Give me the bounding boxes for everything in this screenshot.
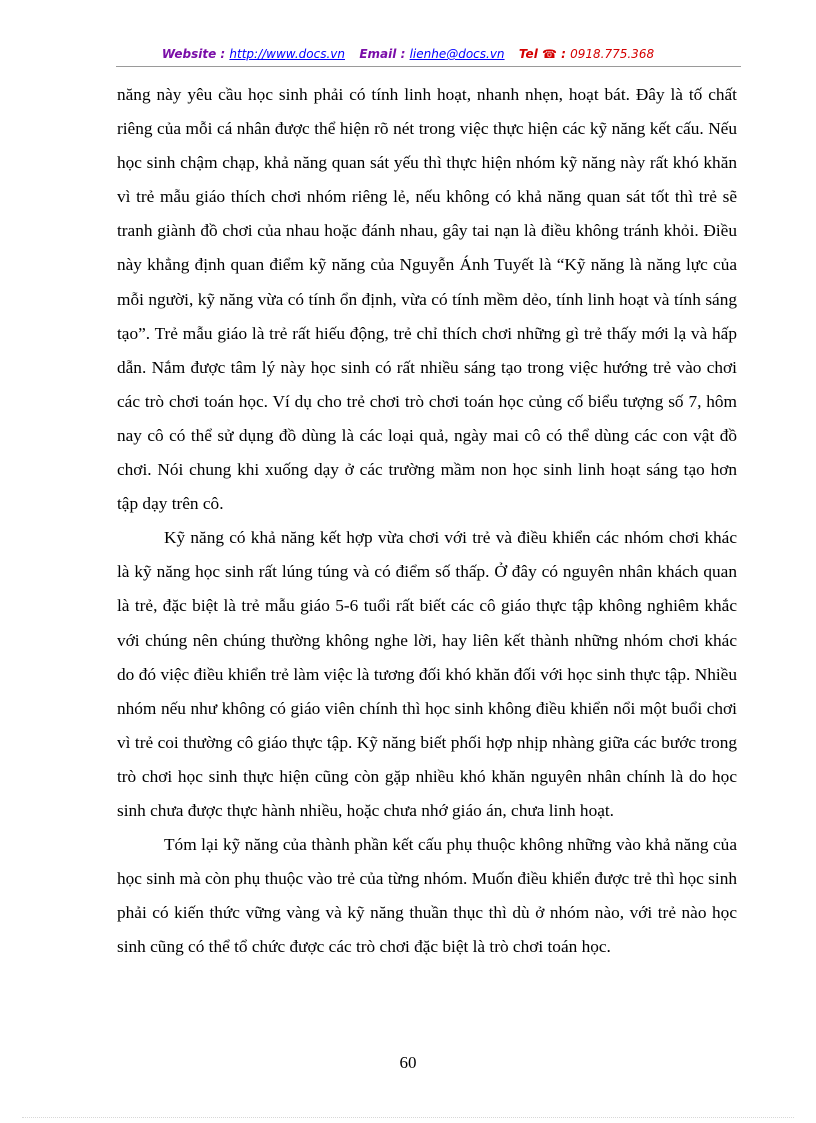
paragraph-1: năng này yêu cầu học sinh phải có tính linh hoạt, nhanh nhẹn, hoạt bát. Đây là tố chất riêng của mỗi cá nhân được thể hiện rõ nét trong việc thực hiện các kỹ năng kết cấu. Nếu học sinh chậm chạp, khả năng quan sát yếu thì thực hiện nhóm kỹ năng này rất khó khăn vì trẻ mẫu giáo thích chơi nhóm riêng lẻ, nếu không có khả năng quan sát tốt thì trẻ sẽ tranh giành đồ chơi của nhau hoặc đánh nhau, gây tai nạn là điều không tránh khỏi. Điều này khẳng định quan điểm kỹ năng của Nguyễn Ánh Tuyết là “Kỹ năng là năng lực của mỗi người, kỹ năng vừa có tính ổn định, vừa có tính mềm dẻo, tính linh hoạt và tính sáng tạo”. Trẻ mẫu giáo là trẻ rất hiếu động, trẻ chỉ thích chơi những gì trẻ thấy mới lạ và hấp dẫn. Nắm được tâm lý này học sinh có rất nhiều sáng tạo trong việc hướng trẻ vào chơi các trò chơi toán học. Ví dụ cho trẻ chơi trò chơi toán học củng cố biểu tượng số 7, hôm nay cô có thể sử dụng đồ dùng là các loại quả, ngày mai cô có thể dùng các con vật đồ chơi. Nói chung khi xuống dạy ở các trường mầm non học sinh linh hoạt sáng tạo hơn tập dạy trên cô.	[117, 85, 737, 514]
page-number: 60	[399, 1053, 417, 1072]
tel-label: Tel ☎ :	[518, 47, 566, 61]
paragraph-2: Kỹ năng có khả năng kết hợp vừa chơi với trẻ và điều khiển các nhóm chơi khác là kỹ năng học sinh rất lúng túng và có điểm số thấp. Ở đây có nguyên nhân khách quan là trẻ, đặc biệt là trẻ mẫu giáo 5-6 tuổi rất biết các cô giáo thực tập không nghiêm khắc với chúng nên chúng thường không nghe lời, hay liên kết thành những nhóm chơi khác do đó việc điều khiển trẻ làm việc là tương đối khó khăn đối với học sinh thực tập. Nhiều nhóm nếu như không có giáo viên chính thì học sinh không điều khiển nổi một buổi chơi vì trẻ coi thường cô giáo thực tập. Kỹ năng biết phối hợp nhịp nhàng giữa các bước trong trò chơi học sinh thực hiện cũng còn gặp nhiều khó khăn nguyên nhân chính là do học sinh chưa được thực hành nhiều, hoặc chưa nhớ giáo án, chưa linh hoạt.	[117, 528, 737, 820]
document-body	[117, 78, 737, 964]
header-divider	[116, 66, 741, 67]
website-link[interactable]: http://www.docs.vn	[229, 47, 345, 61]
footer-divider	[22, 1117, 794, 1118]
website-label: Website :	[161, 47, 226, 61]
email-label: Email :	[359, 47, 406, 61]
email-link[interactable]: lienhe@docs.vn	[409, 47, 505, 61]
paragraph-3: Tóm lại kỹ năng của thành phần kết cấu phụ thuộc không những vào khả năng của học sinh mà còn phụ thuộc vào trẻ của từng nhóm. Muốn điều khiển được trẻ thì học sinh phải có kiến thức vững vàng và kỹ năng thuần thục thì dù ở nhóm nào, với trẻ nào học sinh cũng có thể tổ chức được các trò chơi đặc biệt là trò chơi toán học.	[117, 835, 737, 957]
page-header	[0, 47, 816, 61]
tel-number: 0918.775.368	[570, 47, 655, 61]
